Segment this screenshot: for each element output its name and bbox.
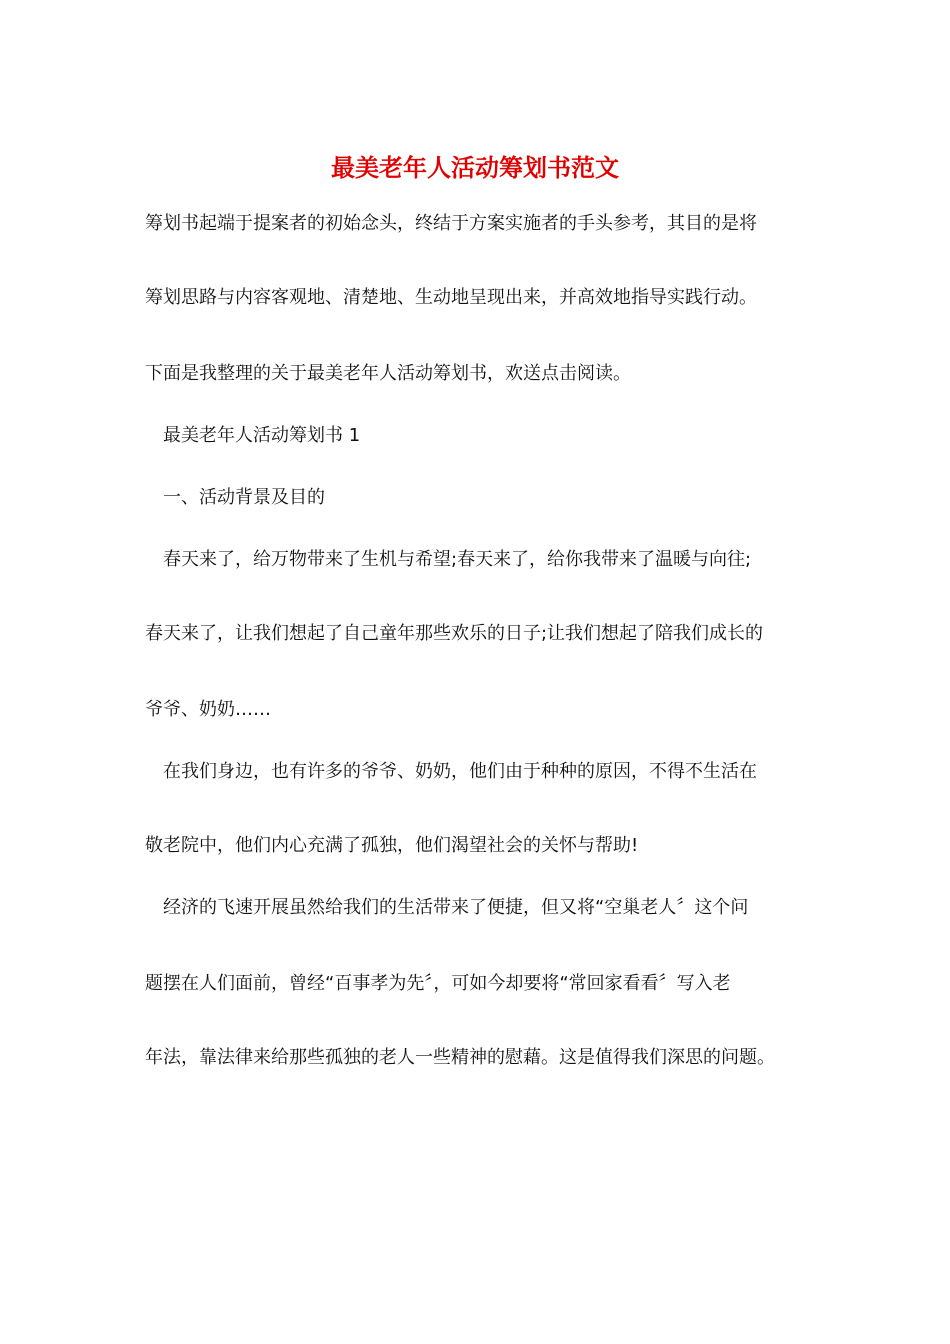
section-heading: 一、活动背景及目的 <box>163 487 325 508</box>
paragraph-line: 在我们身边，也有许多的爷爷、奶奶，他们由于种种的原因，不得不生活在 <box>163 761 757 782</box>
paragraph-line: 年法，靠法律来给那些孤独的老人一些精神的慰藉。这是值得我们深思的问题。 <box>145 1047 775 1068</box>
paragraph-line: 筹划书起端于提案者的初始念头，终结于方案实施者的手头参考，其目的是将 <box>145 213 757 234</box>
paragraph-line: 敬老院中，他们内心充满了孤独，他们渴望社会的关怀与帮助! <box>145 835 639 856</box>
section-heading: 最美老年人活动筹划书 1 <box>163 425 361 446</box>
paragraph-line: 爷爷、奶奶…… <box>145 699 271 720</box>
paragraph-line: 题摆在人们面前，曾经“百事孝为先〞，可如今却要将“常回家看看〞写入老 <box>145 973 731 994</box>
paragraph-line: 经济的飞速开展虽然给我们的生活带来了便捷，但又将“空巢老人〞这个问 <box>163 897 749 918</box>
paragraph-line: 春天来了，给万物带来了生机与希望;春天来了，给你我带来了温暖与向往; <box>163 549 752 570</box>
paragraph-line: 下面是我整理的关于最美老年人活动筹划书，欢送点击阅读。 <box>145 363 631 384</box>
document-title: 最美老年人活动筹划书范文 <box>331 153 619 182</box>
paragraph-line: 春天来了，让我们想起了自己童年那些欢乐的日子;让我们想起了陪我们成长的 <box>145 623 764 644</box>
paragraph-line: 筹划思路与内容客观地、清楚地、生动地呈现出来，并高效地指导实践行动。 <box>145 287 757 308</box>
